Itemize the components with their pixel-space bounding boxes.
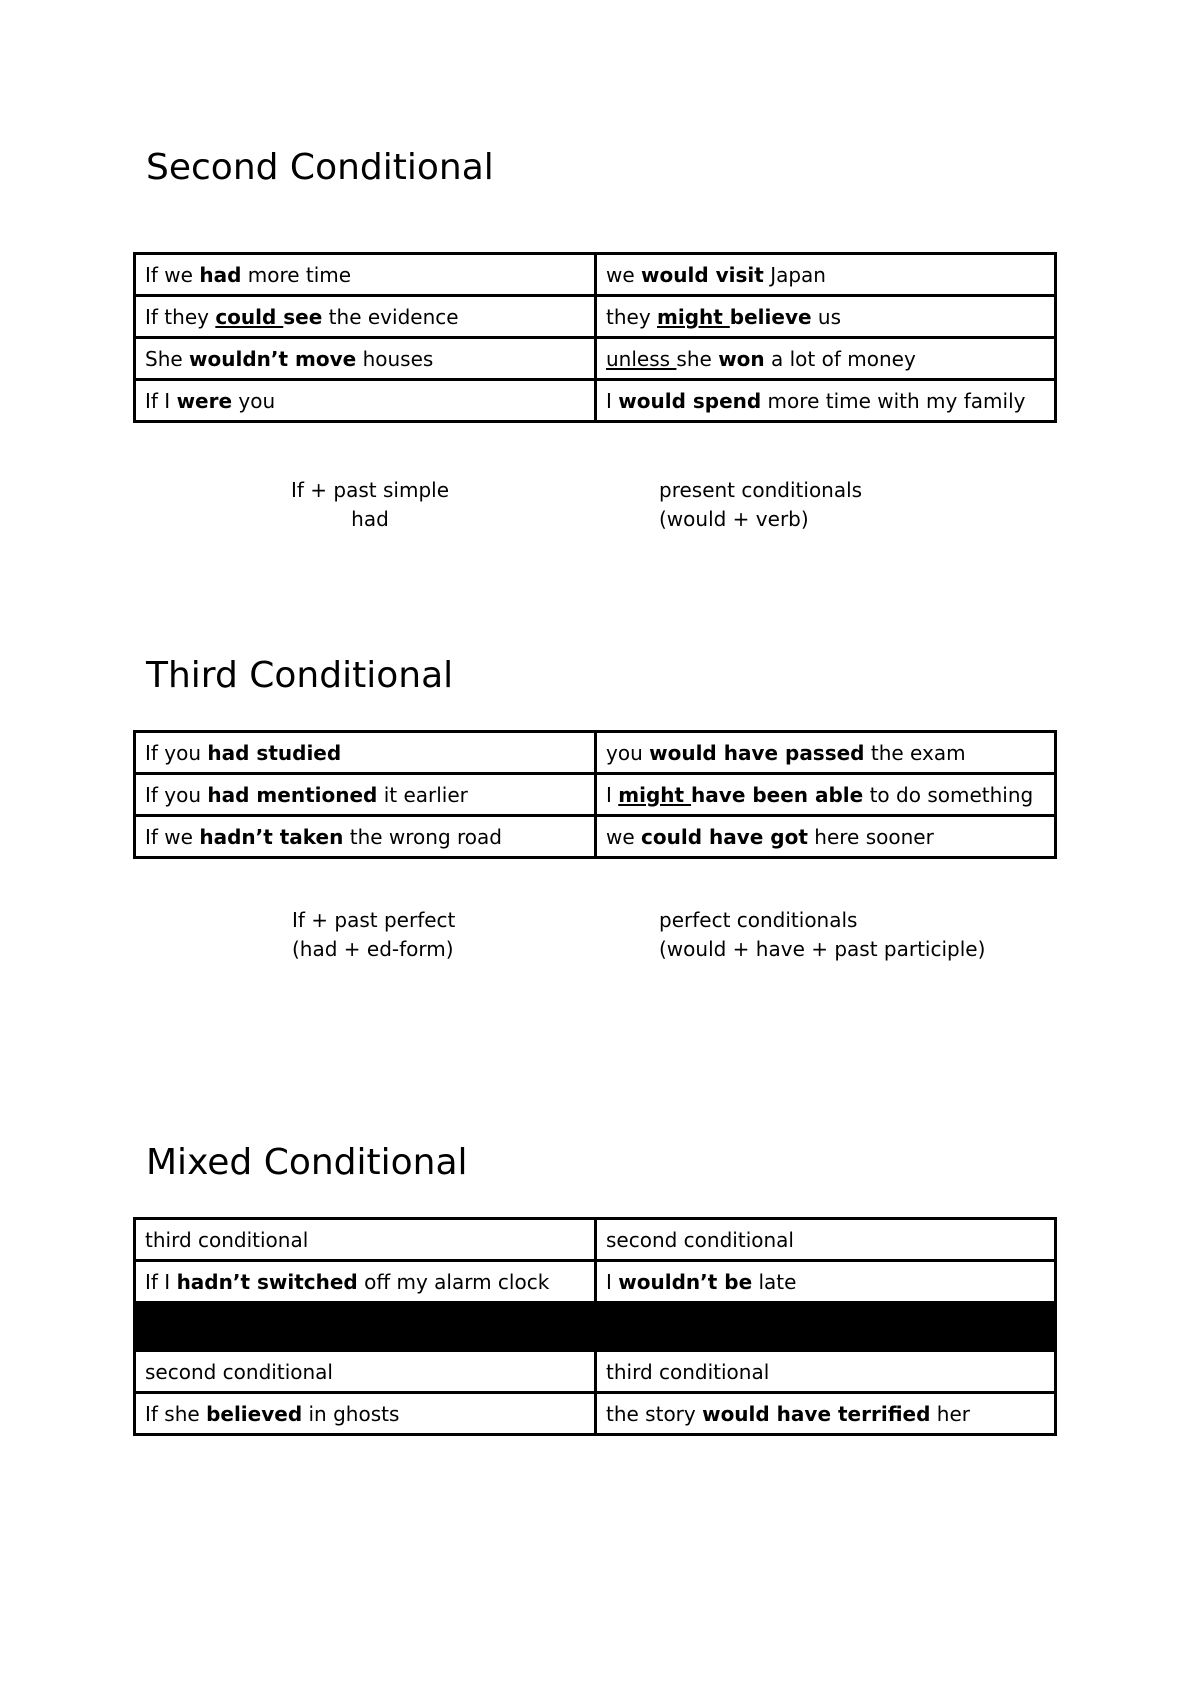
plain-text: If she [145,1401,207,1426]
plain-text: off my alarm clock [357,1269,550,1294]
plain-text: If I [145,1269,177,1294]
bold-text: have been able [691,782,864,807]
third-note-right [659,906,985,964]
second-note-left [280,476,460,534]
second-conditional-title: Second Conditional [146,147,494,188]
bold-text: hadn’t taken [199,824,344,849]
result-clause-cell [596,338,1056,380]
plain-text: second conditional [606,1227,794,1252]
bold-text: would have passed [649,740,865,765]
result-clause-cell [596,816,1056,858]
plain-text: the story [606,1401,703,1426]
if-clause-cell [135,1219,596,1261]
result-clause-cell [596,1261,1056,1303]
if-clause-cell [135,254,596,296]
underlined-bold-text: might [618,782,692,807]
if-clause-cell [135,1261,596,1303]
bold-text: won [718,346,765,371]
table-row [135,774,1056,816]
plain-text: the wrong road [343,824,502,849]
bold-text: had [199,262,242,287]
second-note-right [659,476,862,534]
if-clause-cell [135,380,596,422]
third-conditional-table [133,730,1057,859]
table-row [135,732,1056,774]
bold-text [618,783,691,807]
plain-text: If you [145,740,208,765]
bold-text: see [283,304,323,329]
result-clause-cell [596,1351,1056,1393]
result-clause-cell [596,380,1056,422]
result-clause-cell [596,254,1056,296]
bold-text: would have terrified [702,1401,931,1426]
second-note-right-line2: (would + verb) [659,507,809,531]
bold-text: believe [729,304,812,329]
bold-text [657,305,730,329]
second-note-left-line2: had [351,507,389,531]
if-clause-cell [135,1351,596,1393]
second-note-right-line1: present conditionals [659,478,863,502]
plain-text: it earlier [377,782,468,807]
mixed-conditional-table [133,1217,1057,1436]
plain-text: us [811,304,842,329]
plain-text: we [606,262,642,287]
third-note-left-line2: (had + ed-form) [292,937,454,961]
plain-text: late [752,1269,797,1294]
bold-text: would spend [618,388,762,413]
bold-text: had studied [207,740,342,765]
third-note-left [292,906,455,964]
plain-text: we [606,824,642,849]
bold-text: hadn’t switched [176,1269,358,1294]
plain-text: houses [356,346,434,371]
result-clause-cell [596,1393,1056,1435]
underlined-bold-text: might [657,304,730,329]
table-row [135,1261,1056,1303]
result-clause-cell [596,296,1056,338]
plain-text: more time [241,262,352,287]
plain-text: If I [145,388,177,413]
plain-text: I [606,388,619,413]
plain-text: the evidence [322,304,459,329]
plain-text: more time with my family [761,388,1026,413]
plain-text: she [676,346,719,371]
table-row [135,296,1056,338]
third-note-left-line1: If + past perfect [292,908,456,932]
if-clause-cell [135,732,596,774]
bold-text: believed [206,1401,303,1426]
plain-text: third conditional [606,1359,770,1384]
third-note-right-line2: (would + have + past participle) [659,937,986,961]
bold-text: would visit [641,262,764,287]
bold-text: wouldn’t be [618,1269,753,1294]
underlined-text: unless [606,346,677,371]
second-note-left-line1: If + past simple [291,478,449,502]
result-clause-cell [596,1219,1056,1261]
if-clause-cell [135,1393,596,1435]
separator-row [135,1303,1056,1351]
bold-text: could have got [641,824,808,849]
table-row [135,380,1056,422]
plain-text: Japan [763,262,826,287]
plain-text: third conditional [145,1227,309,1252]
bold-text: had mentioned [207,782,378,807]
plain-text: If they [145,304,216,329]
if-clause-cell [135,816,596,858]
underlined-bold-text: could [215,304,284,329]
plain-text: If we [145,262,200,287]
if-clause-cell [135,296,596,338]
bold-text: wouldn’t move [189,346,357,371]
plain-text: a lot of money [764,346,916,371]
table-row [135,338,1056,380]
plain-text: She [145,346,190,371]
mixed-conditional-title: Mixed Conditional [146,1142,468,1183]
plain-text: the exam [864,740,966,765]
bold-text: were [176,388,233,413]
plain-text: to do something [863,782,1034,807]
plain-text: in ghosts [302,1401,400,1426]
if-clause-cell [135,1303,596,1351]
second-conditional-table [133,252,1057,423]
table-row [135,1351,1056,1393]
table-row [135,254,1056,296]
plain-text: second conditional [145,1359,333,1384]
plain-text: you [232,388,276,413]
plain-text: here sooner [807,824,934,849]
table-row [135,1393,1056,1435]
plain-text: they [606,304,658,329]
plain-text: I [606,782,619,807]
result-clause-cell [596,1303,1056,1351]
table-row [135,816,1056,858]
plain-text: her [930,1401,970,1426]
third-note-right-line1: perfect conditionals [659,908,858,932]
bold-text [215,305,283,329]
if-clause-cell [135,774,596,816]
plain-text: If we [145,824,200,849]
third-conditional-title: Third Conditional [146,655,454,696]
plain-text: If you [145,782,208,807]
result-clause-cell [596,732,1056,774]
plain-text: I [606,1269,619,1294]
result-clause-cell [596,774,1056,816]
table-row [135,1219,1056,1261]
if-clause-cell [135,338,596,380]
plain-text: you [606,740,650,765]
